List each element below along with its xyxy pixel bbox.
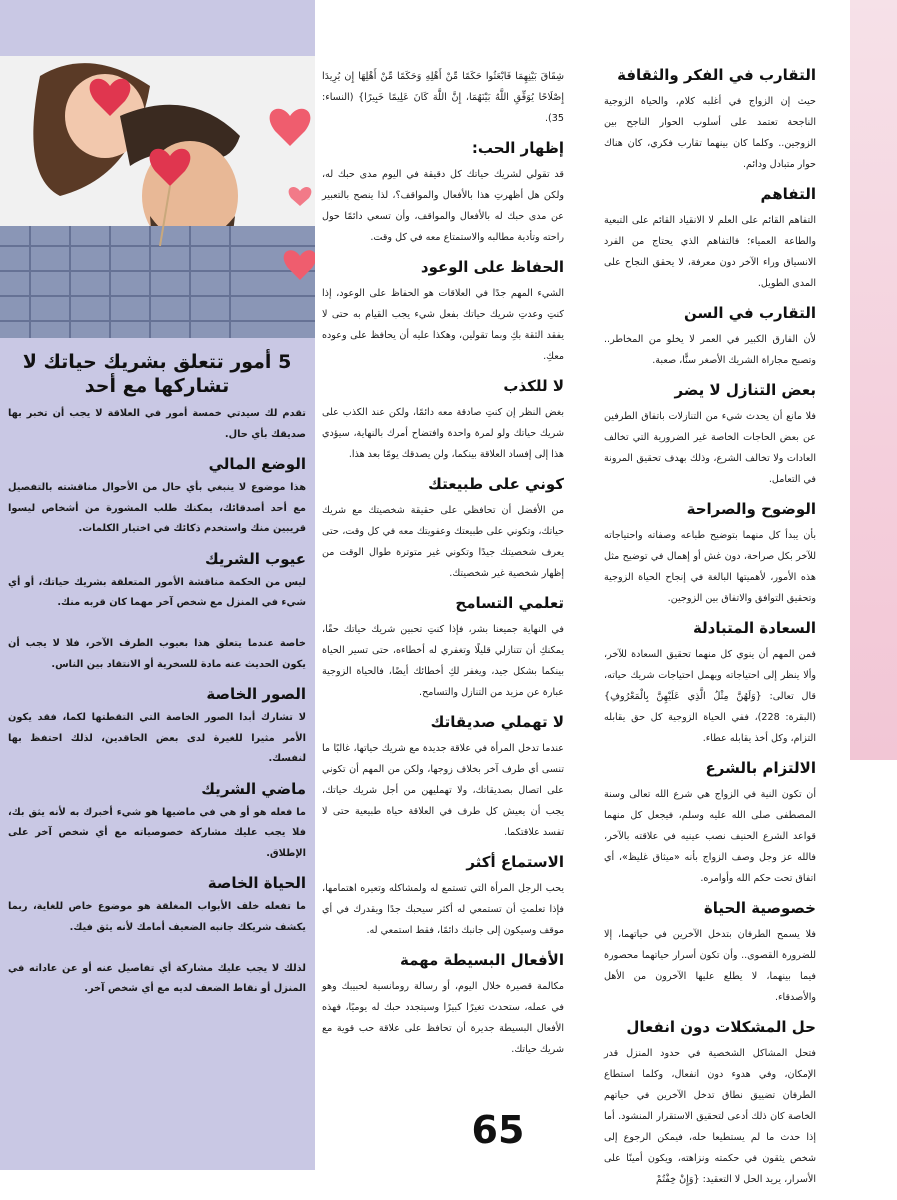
section	[322, 594, 564, 703]
section-text: لا تشارك أبدا الصور الخاصة التي التقطتها لكما، فقد يكون الأمر مثيرا للغيرة لدى بعض الحاقدين، لذلك احتفظ بها لنفسك.	[8, 712, 306, 764]
section-heading: الوضوح والصراحة	[686, 500, 816, 518]
lavender-header-band	[0, 0, 315, 56]
section-text: حيث إن الزواج في أغلبه كلام، والحياة الزوجية الناجحة تعتمد على أسلوب الحوار الناجح بين الزوجين.. وكلما كان بينهما تقارب فكري، كان هناك حوار متبادل ودائم.	[604, 96, 816, 170]
section	[604, 500, 816, 609]
section-text: هذا موضوع لا ينبغي بأي حال من الأحوال مناقشته بالتفصيل مع أحد أصدقائك، يمكنك طلب المشورة من أشخاص ليسوا قريبين منك واستخدم ذكائك في اختيار الكلمات.	[8, 482, 306, 534]
section	[322, 139, 564, 248]
section	[8, 550, 306, 676]
section-text: الشيء المهم جدًا في العلاقات هو الحفاظ على الوعود، إذا كنتِ وعدتِ شريك حياتك بفعل شيء يجب القيام به حتى لا يفقد الثقة بكِ وبما تقولين، وهكذا عليه أن يحافظ على وعوده معكِ.	[322, 288, 564, 362]
section-text: ليس من الحكمة مناقشة الأمور المتعلقة بشريك حياتك، أو أي شيء في المنزل مع شخص آخر مهما كان قربه منك. خاصة عندما يتعلق هذا بعيوب الطرف الآخر، فلا لا يجب أن يكون الحديث عنه مادة للسخرية أو الانتقاد بين الناس.	[8, 576, 306, 670]
section-text: التفاهم القائم على العلم لا الانقياد القائم على التبعية والطاعة العمياء؛ فالتفاهم الذي يحتاج من الفرد الانسياق وراء الآخر دون معرفة، لا يحقق النجاح على المدى الطويل.	[604, 215, 816, 289]
section-heading: الوضع المالي	[208, 455, 306, 473]
section-heading: الالتزام بالشرع	[705, 759, 816, 777]
section-heading: السعادة المتبادلة	[692, 619, 816, 637]
section	[322, 853, 564, 941]
section-text: في النهاية جميعنا بشر، فإذا كنتِ تحبين شريك حياتك حقًا، يمكنكِ أن تتنازلي قليلًا وتغفري له أخطاءه، حتى تسير الحياة بينكما بشكل جيد، ويغفر لكِ أخطائك أيضًا، فالحياة الزوجية عبارة عن مزيد من التنازل والتسامح.	[322, 624, 564, 698]
section-heading: كوني على طبيعتك	[428, 475, 564, 493]
section	[604, 185, 816, 294]
section-text: ما تفعله خلف الأبواب المغلقة هو موضوع خاص للغاية، ربما يكشف شريكك جانبه الضعيف أمامك لأنه يثق فيك. لذلك لا يجب عليك مشاركة أي تفاصيل عنه أو عن عاداته في المنزل أو نقاط الضعف لديه مع أي شخص آخر.	[8, 901, 306, 994]
section-heading: لا تهملي صديقاتك	[430, 713, 564, 731]
sidebar-title: 5 أمور تتعلق بشريك حياتك لا تشاركها مع أحد	[22, 351, 292, 397]
page-number: 65	[471, 1108, 525, 1152]
section-text: من الأفضل أن تحافظي على حقيقة شخصيتك مع شريك حياتك، وتكوني على طبيعتك وعفويتك معه في كل وقت، حتى يعرف شخصيتك جيدًا وتكوني غير متوترة طوال الوقت من إظهار شخصية غير شخصيتك.	[322, 505, 564, 579]
section	[604, 304, 816, 371]
section-text: فلا مانع أن يحدث شيء من التنازلات باتفاق الطرفين عن بعض الحاجات الخاصة غير الضرورية التي تخالف العادات ولا تخالف الشرع، وذلك بهدف تحقيق المرونة في التعامل.	[604, 411, 816, 485]
section	[322, 713, 564, 843]
section-heading: لا للكذب	[503, 377, 564, 395]
section-heading: التفاهم	[760, 185, 816, 203]
section-heading: الاستماع أكثر	[466, 853, 564, 871]
section-text: قد تقولي لشريك حياتك كل دقيقة في اليوم مدى حبك له، ولكن هل أظهرتِ هذا بالأفعال والمواقف؟، لذا ينصح بالتعبير عن مدى حبك له بالأفعال والمواقف، وأن تسعي دائمًا حول راحته وتأدية مطالبه والاستمتاع معه في كل وقت.	[322, 169, 564, 243]
section-heading: الصور الخاصة	[206, 685, 306, 703]
section	[322, 258, 564, 367]
section-heading: الحياة الخاصة	[207, 874, 306, 892]
section-heading: ماضي الشريك	[201, 779, 306, 798]
section	[8, 780, 306, 865]
section-heading: التقارب في الفكر والثقافة	[617, 66, 816, 84]
section	[8, 874, 306, 1000]
section	[604, 66, 816, 175]
section	[322, 377, 564, 465]
section	[604, 381, 816, 490]
section	[8, 455, 306, 540]
section	[604, 1018, 816, 1190]
couple-photo	[0, 56, 315, 338]
section-text: عندما تدخل المرأة في علاقة جديدة مع شريك حياتها، غالبًا ما تنسى أي طرف آخر بخلاف زوجها، ولكن من المهم أن تكوني على اتصال بصديقاتك، ولا تهمليهن من أجل شريك حياتك، يجب أن يعيش كل طرف في العلاقة حياة طبيعية حتى لا تفسد علاقتكما.	[322, 743, 564, 838]
section-text: يحب الرجل المرأة التي تستمع له ولمشاكله وتعيره اهتمامها، فإذا تعلمتِ أن تستمعي له أكثر سيحبك جدًا ويقدرك في أي موقف وسيكون إلى جانبك دائمًا، فقط استمعي له.	[322, 883, 564, 936]
section	[322, 475, 564, 584]
section-heading: بعض التنازل لا يضر	[674, 381, 816, 399]
section	[604, 759, 816, 889]
section-heading: التقارب في السن	[683, 304, 816, 322]
section-text: مكالمة قصيرة خلال اليوم، أو رسالة رومانسية لحبيبك وهو في عمله، ستحدث تغيرًا كبيرًا وسيتجدد حبك له يوميًا، فهذه الأفعال البسيطة جديرة أن تحافظ على علاقة حب قوية مع شريك حياتك.	[322, 981, 564, 1055]
pink-side-band	[850, 0, 897, 760]
section-heading: إظهار الحب:	[471, 139, 564, 157]
section-text: أن تكون النية في الزواج هي شرع الله تعالى وسنة المصطفى صلى الله عليه وسلم، فيجعل كل منهما قواعد الشرع الحنيف نصب عينيه في علاقته بالآخر، فالله عز وجل وصف الزواج بأنه «ميثاق غليظ»، أي اتفاق تحت حكم الله وأوامره.	[604, 789, 816, 884]
section	[8, 685, 306, 770]
section-text: ما فعله هو أو هي في ماضيها هو شيء أخبرك به لأنه يثق بك، فلا يجب عليك مشاركة خصوصياته مع أي شخص آخر على الإطلاق.	[8, 806, 306, 859]
section-heading: الأفعال البسيطة مهمة	[399, 951, 564, 969]
article-column-1	[604, 66, 816, 1200]
section-text: بغض النظر إن كنتِ صادقة معه دائمًا، ولكن عند الكذب على شريك حياتك ولو لمرة واحدة وافتضاح أمرك بالنهاية، سيؤدي هذا إلى إفساد العلاقة بينكما، ولن يصدقك يومًا بعد هذا.	[322, 407, 564, 460]
sidebar-column	[8, 350, 306, 1010]
section-text: فتحل المشاكل الشخصية في حدود المنزل قدر الإمكان، وفي هدوء دون انفعال، وكلما استطاع الطرفان تضييق نطاق تدخل الآخرين في حياتهم الخاصة كان ذلك أدعى لتحقيق الاستقرار المنشود. أما إذا حدث ما لم يستطيعا حله، فيمكن الرجوع إلى شخص يثقون في حكمته ونزاهته، ويكون أمينًا على الأسرار، يريد الحل لا التعقيد: {وَإِنْ خِفْتُمْ	[604, 1048, 816, 1185]
sidebar-intro: تقدم لك سيدتي خمسة أمور في العلاقة لا يجب أن تخبر بها صديقك بأي حال.	[8, 408, 306, 440]
section	[322, 951, 564, 1060]
section	[604, 619, 816, 749]
quran-verse-continuation: شِقَاقَ بَيْنِهِمَا فَابْعَثُوا حَكَمًا مِّنْ أَهْلِهِ وَحَكَمًا مِّنْ أَهْلِهَا إِن يُرِيدَا إِصْلَاحًا يُوَفِّقِ اللَّهُ بَيْنَهُمَا، إِنَّ اللَّهَ كَانَ عَلِيمًا خَبِيرًا} (النساء: 35).	[322, 71, 564, 124]
section-heading: حل المشكلات دون انفعال	[626, 1018, 816, 1036]
section-heading: الحفاظ على الوعود	[420, 258, 564, 276]
section-heading: عيوب الشريك	[204, 549, 306, 568]
section-text: فلا يسمح الطرفان بتدخل الآخرين في حياتهما، إلا للضرورة القصوى.. وأن تكون أسرار حياتهما محصورة فيما بينهما، لا يطلع عليها الآخرون من الأهل والأصدقاء.	[604, 929, 816, 1003]
article-column-2	[322, 66, 564, 1070]
section-heading: خصوصية الحياة	[703, 899, 816, 917]
section-text: فمن المهم أن ينوي كل منهما تحقيق السعادة للآخر، وألا ينظر إلى احتياجاته ويهمل احتياجات شريك حياته، قال تعالى: {وَلَهُنَّ مِثْلُ الَّذِي عَلَيْهِنَّ بِالْمَعْرُوفِ} (البقرة: 228)، ففي الحياة الزوجية كل حق يقابله التزام، وكل أخذ يقابله عطاء.	[604, 649, 816, 744]
couple-illustration	[0, 56, 315, 338]
section-heading: تعلمي التسامح	[455, 594, 564, 612]
section-text: لأن الفارق الكبير في العمر لا يخلو من المخاطر.. وتصبح مجاراة الشريك الأصغر سنًّا، صعبة.	[604, 334, 816, 366]
section	[604, 899, 816, 1008]
section-text: بأن يبدأ كل منهما بتوضيح طباعه وصفاته واحتياجاته للآخر بكل صراحة، دون غش أو إهمال في توضيح مثل هذه الأمور، لأهميتها البالغة في إنجاح الحياة الزوجية وتحقيق التوافق والاتفاق بين الزوجين.	[604, 530, 816, 604]
